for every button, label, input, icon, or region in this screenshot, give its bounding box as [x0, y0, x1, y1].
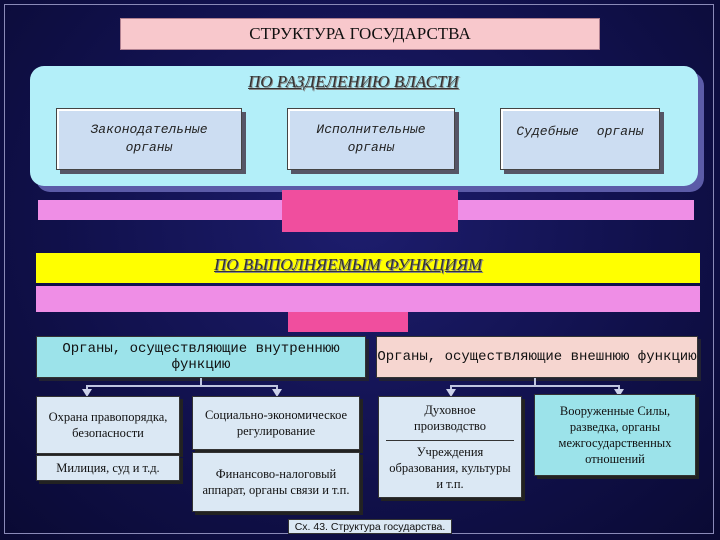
executive-label-line2: органы: [347, 140, 395, 155]
col3-item-education-text: Учреждения образования, культуры и т.п.: [389, 445, 511, 491]
page-title-text: СТРУКТУРА ГОСУДАРСТВА: [249, 24, 471, 43]
executive-branch-box: [287, 108, 455, 170]
pink-band-lower: [36, 286, 700, 312]
pink-band-upper-right: [458, 200, 694, 220]
external-function-label: Органы, осуществляющие внешнюю функцию: [377, 349, 697, 365]
judicial-branch-box: [500, 108, 660, 170]
col3-item-education: [378, 443, 522, 493]
col1-item-police-court-text: Милиция, суд и т.д.: [56, 461, 160, 475]
col2-item-finance-tax-text: Финансово-налоговый аппарат, органы связи и т.п.: [202, 467, 350, 497]
connector-external-horizontal: [450, 385, 620, 387]
connector-internal-horizontal: [86, 385, 278, 387]
col2-item-socioeconomic-text: Социально-экономическое регулирование: [204, 408, 348, 438]
legislative-label-line1: Законодательные: [90, 122, 208, 137]
col4-item-armed-forces-text: Вооруженные Силы, разведка, органы межгосударственных отношений: [558, 404, 672, 466]
internal-function-box: [36, 336, 366, 378]
judicial-label-word1: Судебные: [516, 124, 579, 139]
col3-item-spiritual: [378, 400, 522, 436]
col3-divider: [386, 440, 514, 441]
col1-item-public-order-text: Охрана правопорядка, безопасности: [48, 410, 168, 440]
legislative-label-line2: органы: [125, 140, 173, 155]
page-title: [120, 18, 600, 50]
magenta-lower-block: [288, 312, 408, 332]
col4-item-armed-forces: [534, 394, 696, 476]
legislative-branch-box: [56, 108, 242, 170]
executive-label-line1: Исполнительные: [316, 122, 426, 137]
function-division-heading: ПО ВЫПОЛНЯЕМЫМ ФУНКЦИЯМ: [214, 255, 483, 274]
figure-caption-text: Сх. 43. Структура государства.: [294, 520, 446, 533]
col1-item-public-order: [36, 396, 180, 454]
col2-item-socioeconomic: [192, 396, 360, 450]
pink-band-upper-left: [38, 200, 282, 220]
internal-function-label: Органы, осуществляющие внутреннюю функцию: [62, 341, 340, 373]
magenta-center-block: [282, 190, 458, 232]
power-division-heading: ПО РАЗДЕЛЕНИЮ ВЛАСТИ: [248, 72, 459, 91]
judicial-label-word2: органы: [596, 124, 644, 139]
col2-item-finance-tax: [192, 452, 360, 512]
external-function-box: [376, 336, 698, 378]
figure-caption: [288, 519, 452, 534]
col3-item-spiritual-text: Духовное производство: [414, 403, 486, 433]
col1-item-police-court: [36, 455, 180, 481]
